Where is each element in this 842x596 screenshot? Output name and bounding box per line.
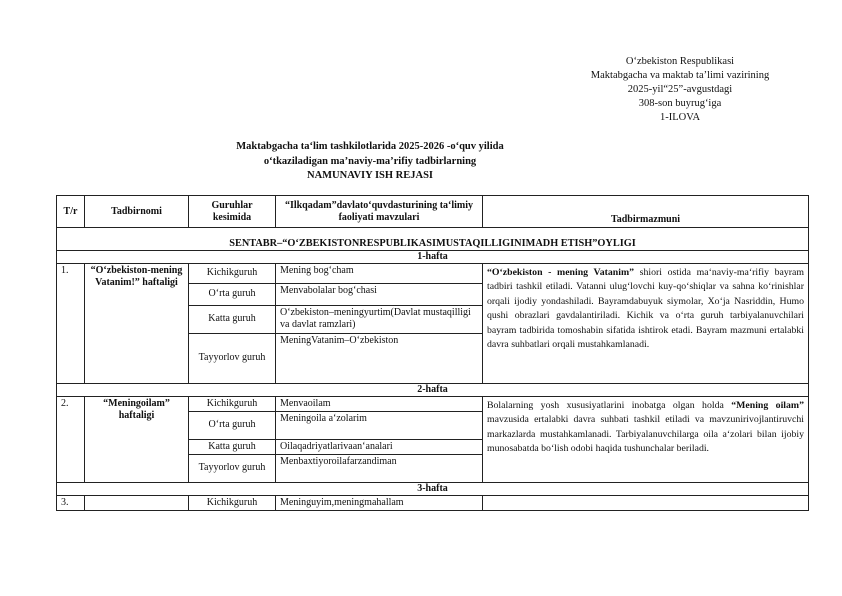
topic: Oilaqadriyatlarivaan‘analari xyxy=(276,439,483,454)
group-name: O‘rta guruh xyxy=(189,411,276,439)
topic: Menvaoilam xyxy=(276,396,483,411)
group-name: Tayyorlov guruh xyxy=(189,454,276,482)
approval-line: O‘zbekiston Respublikasi xyxy=(625,56,735,67)
row-number: 3. xyxy=(57,495,85,510)
blank-row xyxy=(57,228,809,236)
row-number: 1. xyxy=(57,263,85,383)
header-topics: “Ilkqadam”davlato‘quvdasturining ta‘limiy faoliyati mavzulari xyxy=(276,196,483,228)
approval-line: Maktabgacha va maktab ta’limi vazirining xyxy=(590,70,770,81)
topic: MeningVatanim–O‘zbekiston xyxy=(276,333,483,383)
group-name: Katta guruh xyxy=(189,439,276,454)
topic: Menbaxtiyoroilafarzandiman xyxy=(276,454,483,482)
table-row xyxy=(57,396,809,411)
week-label: 2-hafta xyxy=(57,383,809,396)
group-name: Kichikguruh xyxy=(189,396,276,411)
topic: Menvabolalar bog‘chasi xyxy=(276,283,483,305)
approval-line: 2025-yil“25”-avgustdagi xyxy=(627,84,733,95)
event-name: “Meningoilam” haftaligi xyxy=(85,396,189,482)
group-name: Tayyorlov guruh xyxy=(189,333,276,383)
header-tr: T/r xyxy=(57,196,85,228)
event-description xyxy=(483,495,809,510)
topic: O‘zbekiston–meningyurtim(Davlat mustaqilligi va davlat ramzlari) xyxy=(276,305,483,333)
appendix-label: 1-ILOVA xyxy=(659,112,701,123)
header-event-name: Tadbirnomi xyxy=(85,196,189,228)
week-label: 1-hafta xyxy=(57,250,809,263)
header-row xyxy=(57,196,809,228)
topic: Meningoila a‘zolarim xyxy=(276,411,483,439)
approval-line: 308-son buyrug‘iga xyxy=(638,98,722,109)
month-heading: SENTABR–“O‘ZBEKISTONRESPUBLIKASIMUSTAQILLIGINIMADH ETISH”OYLIGI xyxy=(57,236,809,251)
month-row xyxy=(57,236,809,251)
week-row xyxy=(57,383,809,396)
table-row xyxy=(57,495,809,510)
title-line: NAMUNAVIY ISH REJASI xyxy=(306,170,434,181)
topic: Mening bog‘cham xyxy=(276,263,483,283)
title-line: Maktabgacha ta‘lim tashkilotlarida 2025-2026 -o‘quv yilida xyxy=(236,141,504,152)
description-emphasis: “O‘zbekiston - mening Vatanim” xyxy=(487,266,634,278)
group-name: Kichikguruh xyxy=(189,495,276,510)
document-title xyxy=(200,140,540,184)
group-name: O‘rta guruh xyxy=(189,283,276,305)
event-name xyxy=(85,495,189,510)
description-text: shiori ostida ma‘naviy-ma‘rifiy bayram tadbiri tashkil etiladi. Vatanni ulug‘lovchi kuy-qo‘shiqlar va sahna ko‘rinishlar orqali ijodiy yondashiladi. Bayramdabuyuk siymolar, Xo‘ja Nasriddin, Humo qushi obrazlari gavdalantiriladi. Kichik va o‘rta guruh tarbiyalanuvchilari bayram tadbirida tomoshabin sifatida ishtirok etadi. Bayram mazmuni ertalabki davra suhbatlari orqali mustahkamlanadi. xyxy=(487,266,804,350)
event-description xyxy=(483,396,809,482)
plan-table xyxy=(56,195,809,511)
approval-stamp xyxy=(560,55,800,125)
table-row xyxy=(57,263,809,283)
title-line: o‘tkaziladigan ma’naviy-ma’rifiy tadbirlarning xyxy=(263,155,477,167)
week-row xyxy=(57,482,809,495)
header-content: Tadbirmazmuni xyxy=(483,196,809,228)
group-name: Kichikguruh xyxy=(189,263,276,283)
description-text: Bolalarning yosh xususiyatlarini inobatga olgan holda xyxy=(487,399,732,411)
event-description xyxy=(483,263,809,383)
week-label: 3-hafta xyxy=(57,482,809,495)
topic: Meninguyim,meningmahallam xyxy=(276,495,483,510)
row-number: 2. xyxy=(57,396,85,482)
description-text: mavzusida ertalabki davra suhbati tashkil etiladi va mavzunirivojlantiruvchi markazlarda mustahkamlanadi. Tarbiyalanuvchilarga oila a‘zolari bilan ijobiy munosabatda bo‘lish odobi haqida tushunchalar beriladi. xyxy=(487,414,804,454)
description-emphasis: “Mening oilam” xyxy=(731,399,804,411)
week-row xyxy=(57,250,809,263)
event-name: “O‘zbekiston-mening Vatanim!” haftaligi xyxy=(85,263,189,383)
group-name: Katta guruh xyxy=(189,305,276,333)
header-groups: Guruhlar kesimida xyxy=(189,196,276,228)
